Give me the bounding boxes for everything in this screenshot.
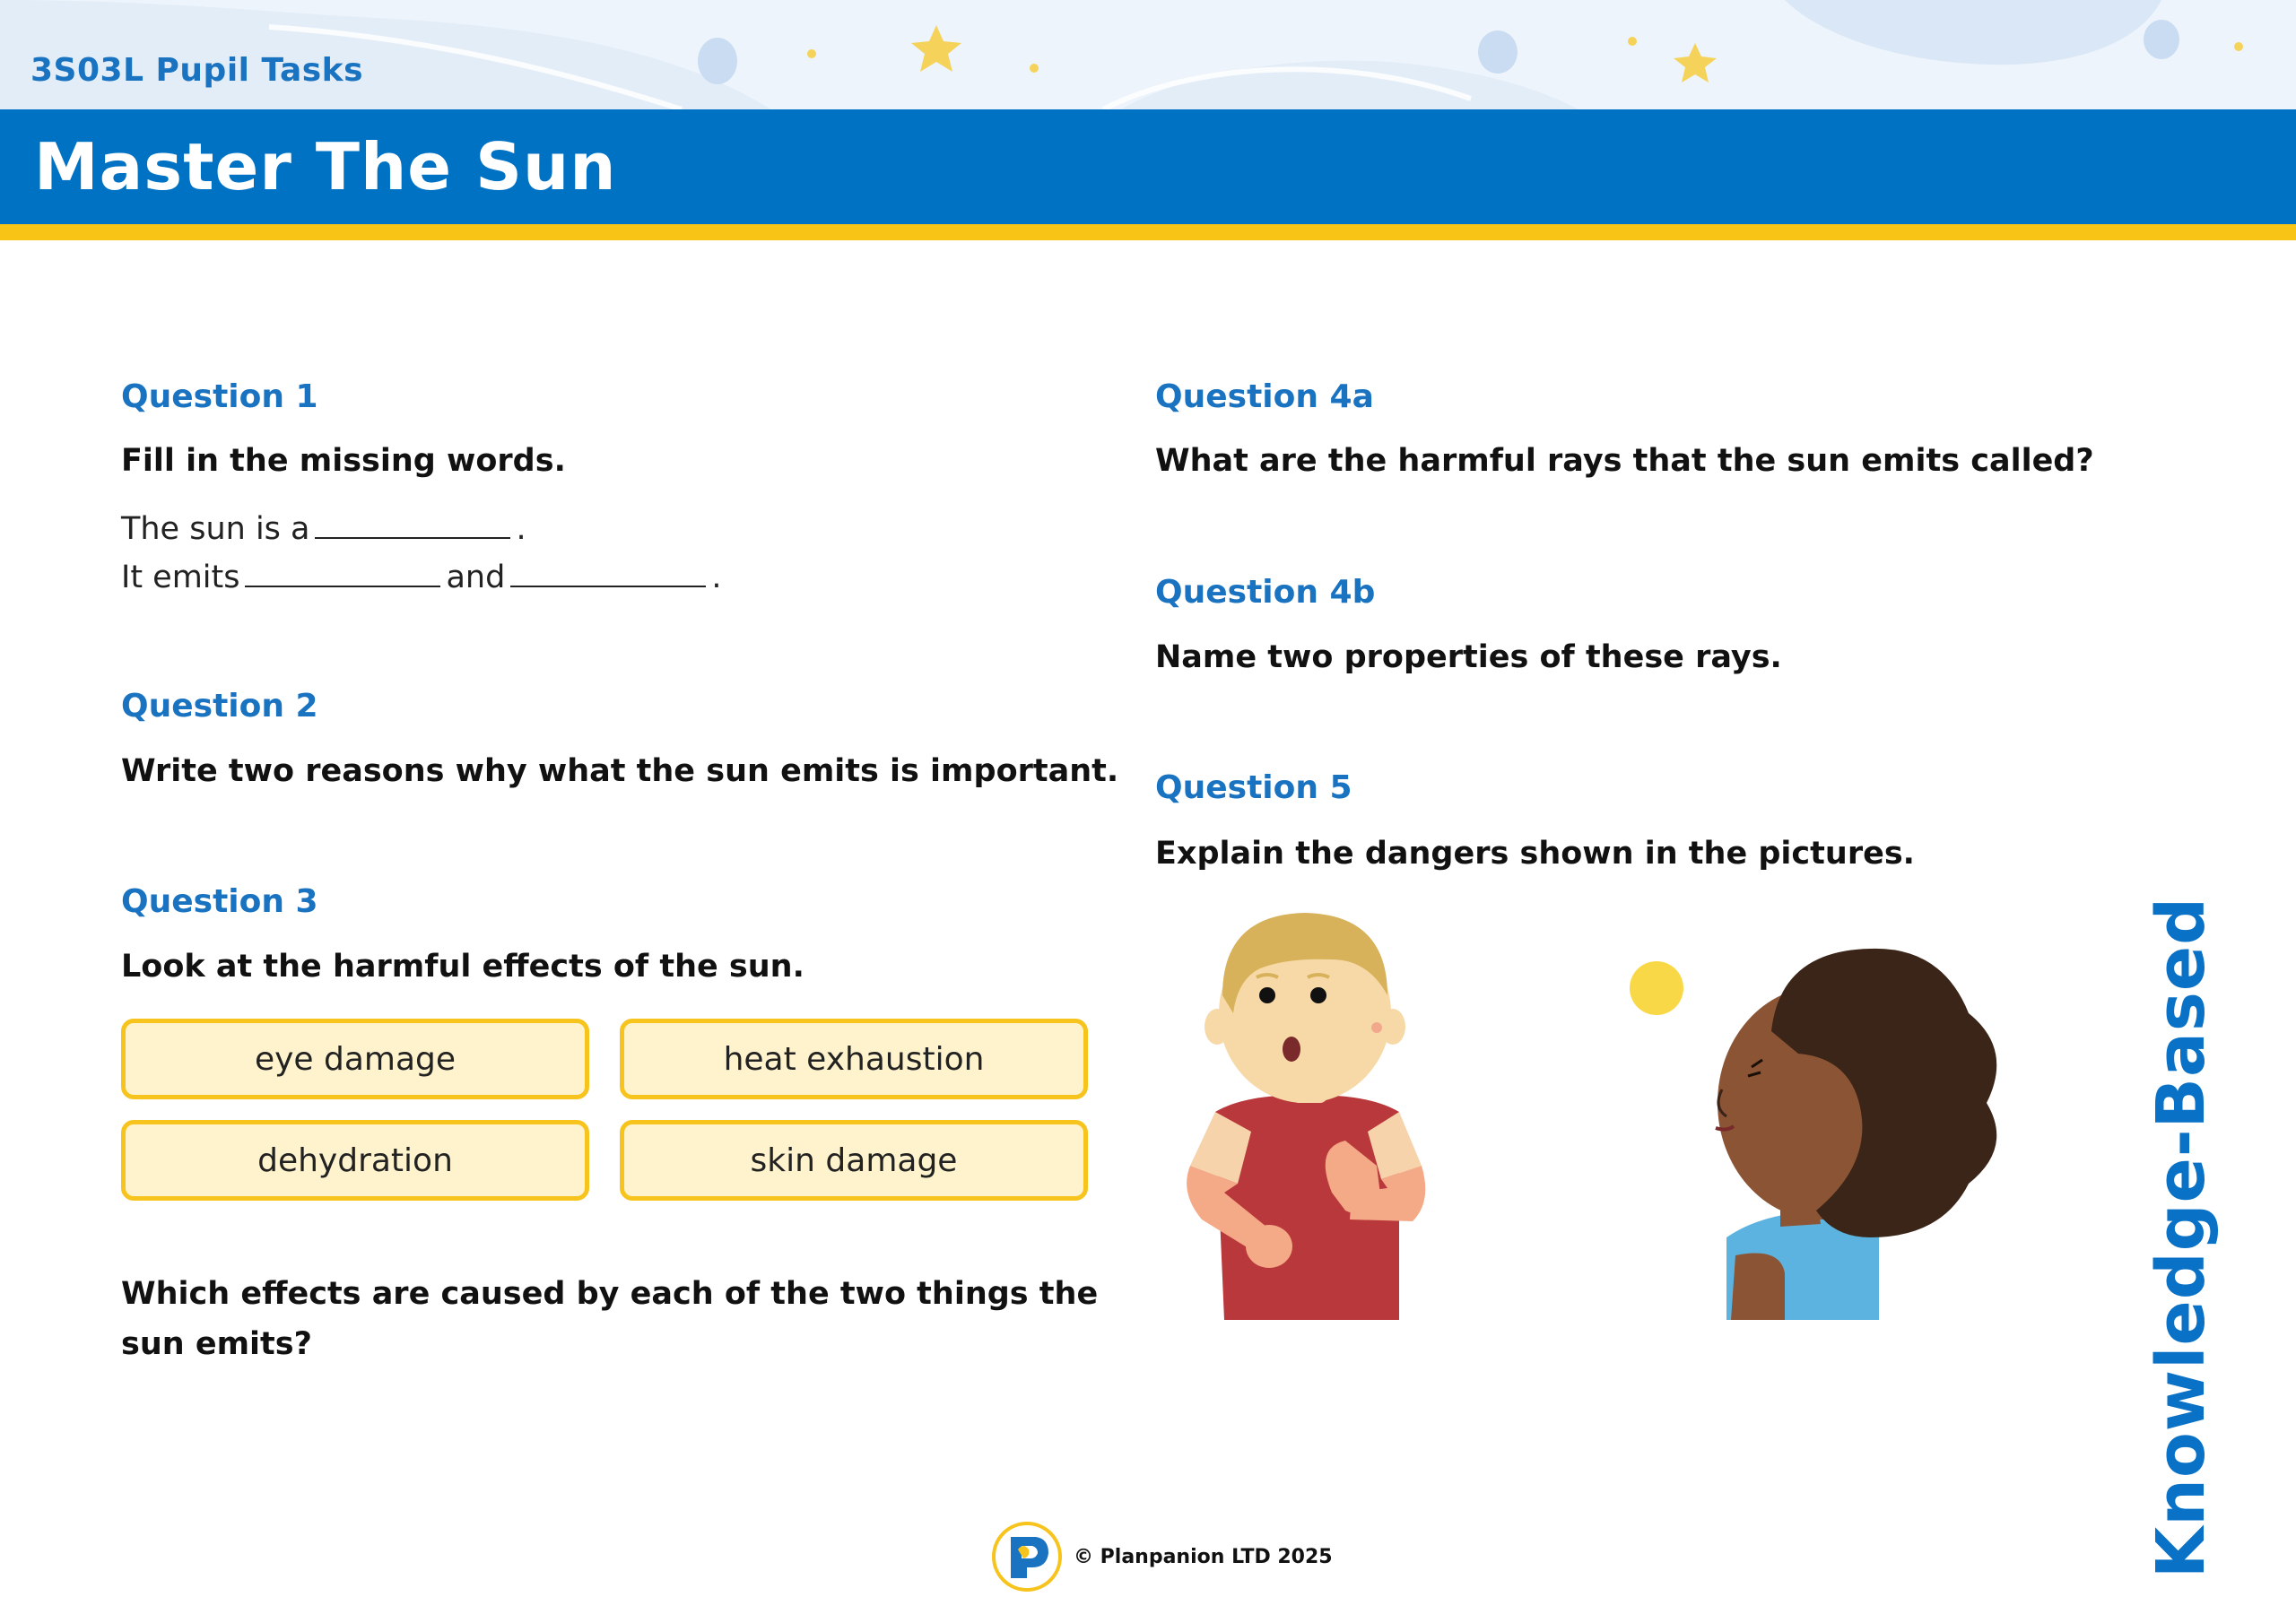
question-2-heading: Question 2 <box>121 688 318 725</box>
question-3-prompt: Look at the harmful effects of the sun. <box>121 949 804 985</box>
question-2-prompt: Write two reasons why what the sun emits is important. <box>121 753 1119 789</box>
girl-looking-at-sun-illustration <box>1716 949 1996 1320</box>
question-4b-prompt: Name two properties of these rays. <box>1155 639 1782 675</box>
question-5-prompt: Explain the dangers shown in the pictures. <box>1155 836 1915 872</box>
effect-chip-dehydration[interactable]: dehydration <box>121 1120 589 1201</box>
question-4a-prompt: What are the harmful rays that the sun emits called? <box>1155 443 2094 479</box>
effect-chip-eye-damage[interactable]: eye damage <box>121 1019 589 1099</box>
page-title: Master The Sun <box>34 129 617 204</box>
question-4b-heading: Question 4b <box>1155 574 1376 611</box>
question-1-heading: Question 1 <box>121 378 318 415</box>
line-1-end: . <box>516 511 526 547</box>
sun-icon <box>1630 961 1683 1015</box>
question-1-line-2 <box>121 560 721 595</box>
line-1-start: The sun is a <box>121 511 310 547</box>
question-1-prompt: Fill in the missing words. <box>121 443 566 479</box>
knowledge-based-label <box>2127 896 2235 1579</box>
boy-clutching-chest-illustration <box>1187 913 1425 1320</box>
accent-stripe <box>0 224 2296 240</box>
question-1-line-1 <box>121 511 526 547</box>
line-2-end: . <box>711 560 722 595</box>
question-3-followup: Which effects are caused by each of the two things the sun emits? <box>121 1276 1099 1362</box>
question-4a-heading: Question 4a <box>1155 378 1374 415</box>
line-2-start: It emits <box>121 560 240 595</box>
question-3-heading: Question 3 <box>121 883 318 920</box>
footer <box>991 1519 1333 1594</box>
answer-blank[interactable] <box>245 560 440 587</box>
planpanion-logo-icon <box>991 1521 1063 1593</box>
effect-chip-heat-exhaustion[interactable]: heat exhaustion <box>620 1019 1088 1099</box>
question-5-illustrations <box>1152 897 2013 1327</box>
answer-blank[interactable] <box>315 512 510 539</box>
question-5-heading: Question 5 <box>1155 769 1352 806</box>
effect-chip-skin-damage[interactable]: skin damage <box>620 1120 1088 1201</box>
answer-blank[interactable] <box>510 560 706 587</box>
copyright-text: © Planpanion LTD 2025 <box>1074 1545 1333 1568</box>
side-label-text: Knowledge-Based <box>2143 896 2220 1579</box>
line-2-mid: and <box>446 560 506 595</box>
lesson-code-label: 3S03L Pupil Tasks <box>30 52 364 89</box>
title-bar <box>0 109 2296 224</box>
